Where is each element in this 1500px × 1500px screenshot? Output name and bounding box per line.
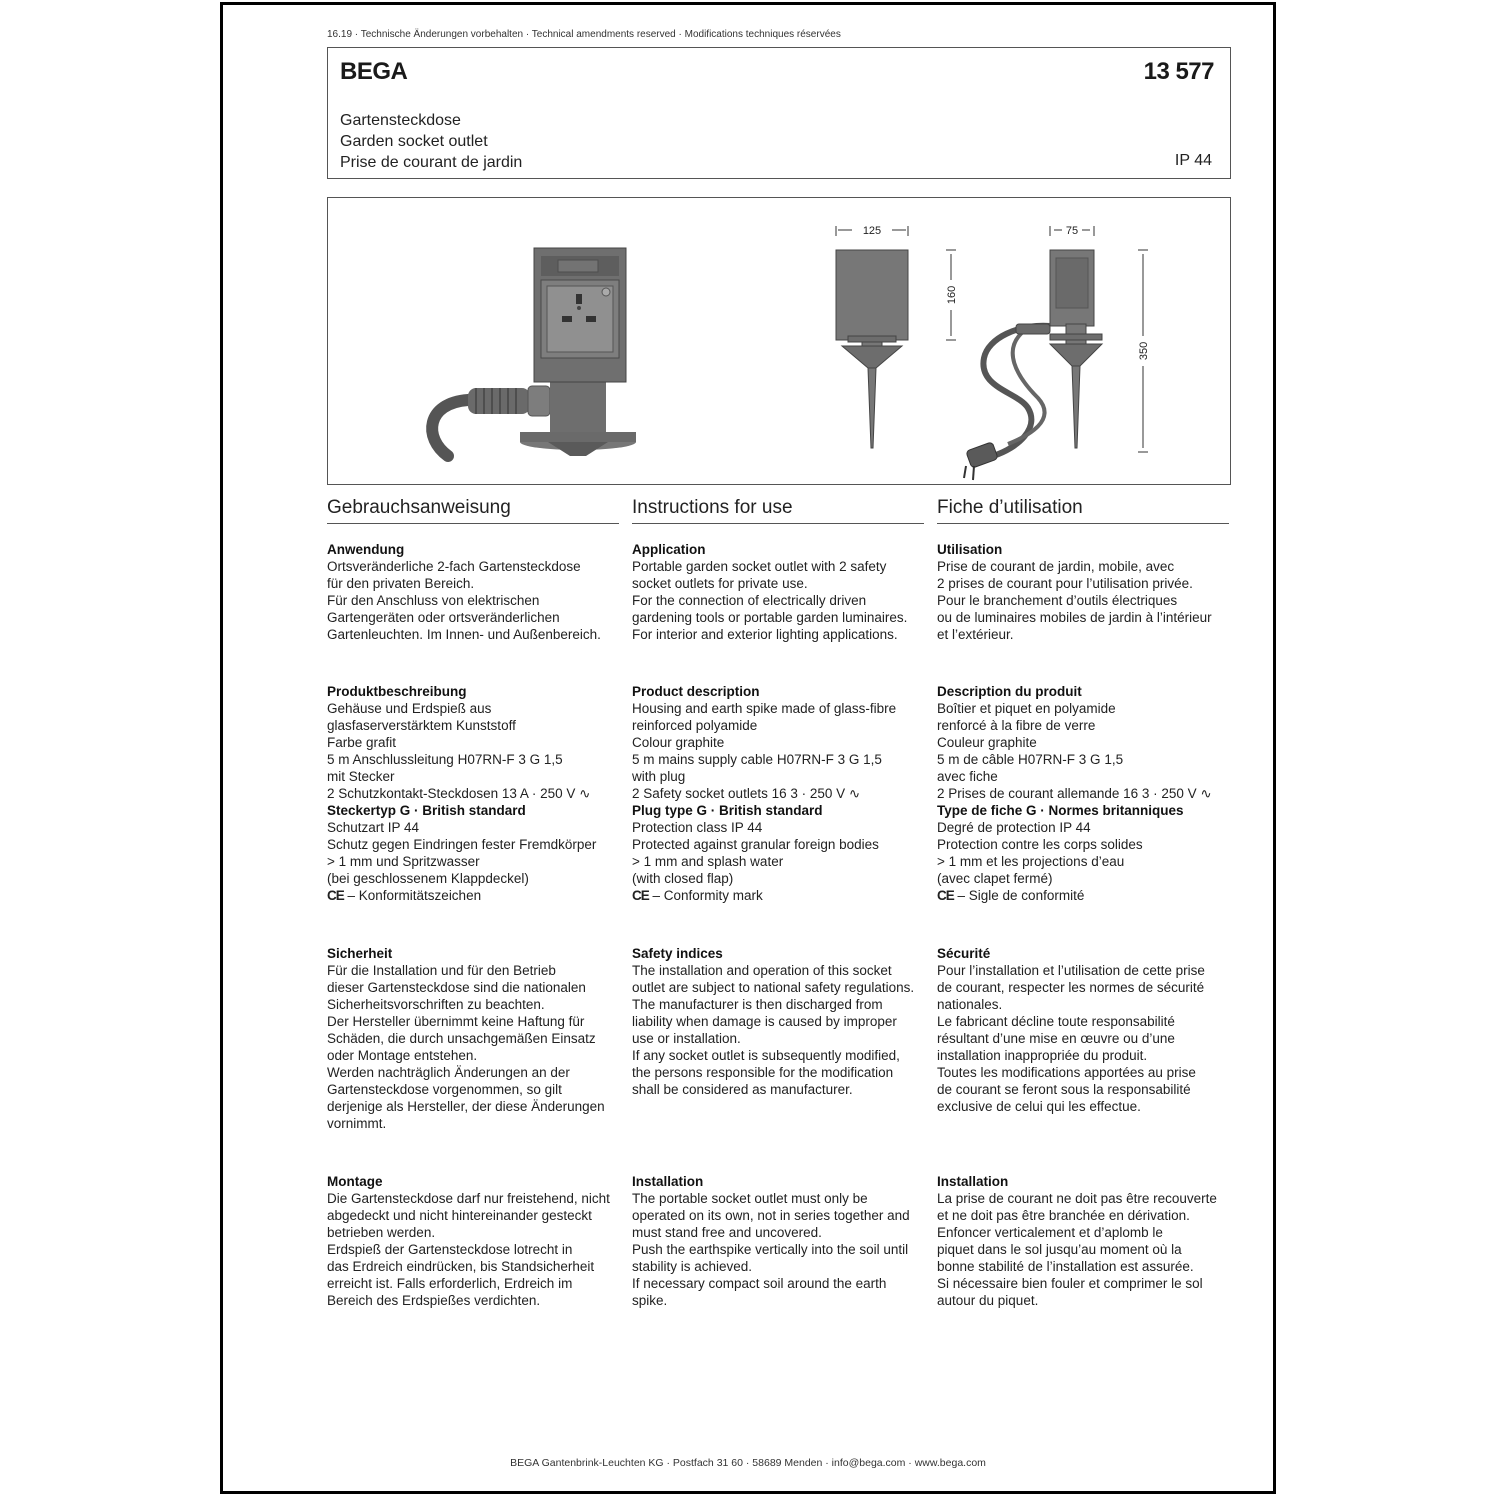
- section: [937, 1173, 1237, 1309]
- section-line: Protected against granular foreign bodies: [632, 837, 879, 852]
- section-line: operated on its own, not in series together and: [632, 1208, 910, 1223]
- section-line: Protection class IP 44: [632, 820, 763, 835]
- section-line: avec fiche: [937, 769, 998, 784]
- section-line: Schäden, die durch unsachgemäßen Einsatz: [327, 1031, 596, 1046]
- section-line: de courant, respecter les normes de sécurité: [937, 980, 1205, 995]
- section-line: dieser Gartensteckdose sind die nationalen: [327, 980, 586, 995]
- section-heading: Produktbeschreibung: [327, 684, 467, 699]
- section-line: Boîtier et piquet en polyamide: [937, 701, 1116, 716]
- figure-box: [327, 197, 1231, 485]
- section-line: (with closed flap): [632, 871, 734, 886]
- section-line: Erdspieß der Gartensteckdose lotrecht in: [327, 1242, 573, 1257]
- section-line: > 1 mm et les projections d’eau: [937, 854, 1125, 869]
- product-drawings: [328, 198, 1232, 486]
- section-line: Für den Anschluss von elektrischen: [327, 593, 540, 608]
- column-title: Gebrauchsanweisung: [327, 495, 619, 524]
- section-heading: Montage: [327, 1174, 383, 1189]
- section-line: 2 Schutzkontakt-Steckdosen 13 A · 250 V ∿: [327, 786, 591, 801]
- dim-label-height-total: 350: [1138, 341, 1150, 361]
- plug-type-line: Steckertyp G · British standard: [327, 803, 526, 818]
- section-line: bonne stabilité de l’installation est assurée.: [937, 1259, 1194, 1274]
- section-line: Gartensteckdose vorgenommen, so gilt: [327, 1082, 562, 1097]
- section-line: Couleur graphite: [937, 735, 1037, 750]
- conformity-line: [327, 887, 627, 904]
- conformity-text: – Conformity mark: [648, 888, 763, 903]
- section-line: Ortsveränderliche 2-fach Gartensteckdose: [327, 559, 581, 574]
- section-heading: Product description: [632, 684, 760, 699]
- section: [327, 945, 627, 1132]
- column-title: Fiche d’utilisation: [937, 495, 1229, 524]
- section-line: 2 Prises de courant allemande 16 3 · 250 V ∿: [937, 786, 1212, 801]
- section-line: Der Hersteller übernimmt keine Haftung für: [327, 1014, 585, 1029]
- section-line: piquet dans le sol jusqu’au moment où la: [937, 1242, 1182, 1257]
- ce-mark-icon: CE: [937, 888, 954, 903]
- dim-label-width-front: 125: [862, 225, 882, 237]
- front-view-drawing: [836, 226, 956, 448]
- section: [632, 945, 932, 1098]
- section-line: Protection contre les corps solides: [937, 837, 1143, 852]
- section-line: socket outlets for private use.: [632, 576, 808, 591]
- section-line: vornimmt.: [327, 1116, 387, 1131]
- section-line: If any socket outlet is subsequently modified,: [632, 1048, 900, 1063]
- section-line: use or installation.: [632, 1031, 741, 1046]
- section-line: für den privaten Bereich.: [327, 576, 475, 591]
- section-line: 2 Safety socket outlets 16 3 · 250 V ∿: [632, 786, 861, 801]
- section-line: must stand free and uncovered.: [632, 1225, 822, 1240]
- product-name-en: Garden socket outlet: [340, 133, 488, 150]
- section: [327, 1173, 627, 1309]
- section: [632, 683, 932, 904]
- section-line: abgedeckt und nicht hintereinander gesteckt: [327, 1208, 592, 1223]
- footer: BEGA Gantenbrink-Leuchten KG · Postfach 31 60 · 58689 Menden · info@bega.com · www.bega.com: [510, 1457, 986, 1469]
- column-german: [327, 495, 619, 1308]
- section-line: 2 prises de courant pour l’utilisation privée.: [937, 576, 1193, 591]
- section-line: Gartengeräten oder ortsveränderlichen: [327, 610, 560, 625]
- section-line: Werden nachträglich Änderungen an der: [327, 1065, 570, 1080]
- section-line: stability is achieved.: [632, 1259, 753, 1274]
- conformity-line: [632, 887, 932, 904]
- product-name-de: Gartensteckdose: [340, 112, 461, 129]
- section-line: Farbe grafit: [327, 735, 397, 750]
- section-line: betrieben werden.: [327, 1225, 436, 1240]
- section-line: with plug: [632, 769, 686, 784]
- section-line: renforcé à la fibre de verre: [937, 718, 1096, 733]
- section-line: (avec clapet fermé): [937, 871, 1053, 886]
- section-heading: Application: [632, 542, 706, 557]
- section-line: Pour l’installation et l’utilisation de cette prise: [937, 963, 1205, 978]
- top-note: 16.19 · Technische Änderungen vorbehalten · Technical amendments reserved · Modifications techniques réservées: [327, 29, 841, 40]
- section-line: Schutz gegen Eindringen fester Fremdkörper: [327, 837, 597, 852]
- section-line: installation inappropriée du produit.: [937, 1048, 1148, 1063]
- section-heading: Installation: [937, 1174, 1009, 1189]
- section-line: Si nécessaire bien fouler et comprimer le sol: [937, 1276, 1203, 1291]
- section: [632, 1173, 932, 1309]
- section-line: La prise de courant ne doit pas être recouverte: [937, 1191, 1217, 1206]
- product-names: [340, 110, 522, 173]
- brand-logo: BEGA: [340, 58, 408, 85]
- section: [327, 541, 627, 643]
- section-heading: Safety indices: [632, 946, 723, 961]
- section-line: Bereich des Erdspießes verdichten.: [327, 1293, 541, 1308]
- section-line: liability when damage is caused by improper: [632, 1014, 897, 1029]
- section-heading: Installation: [632, 1174, 704, 1189]
- section-line: de courant se feront sous la responsabilité: [937, 1082, 1191, 1097]
- section-line: derjenige als Hersteller, der diese Änderungen: [327, 1099, 605, 1114]
- section-heading: Sicherheit: [327, 946, 393, 961]
- product-name-fr: Prise de courant de jardin: [340, 154, 523, 171]
- section: [937, 683, 1237, 904]
- column-english: [632, 495, 924, 1308]
- plug-type-line: Type de fiche G · Normes britanniques: [937, 803, 1184, 818]
- product-photo: [432, 248, 636, 456]
- section-line: the persons responsible for the modification: [632, 1065, 894, 1080]
- section-line: If necessary compact soil around the earth: [632, 1276, 887, 1291]
- plug-type-line: Plug type G · British standard: [632, 803, 823, 818]
- section-line: (bei geschlossenem Klappdeckel): [327, 871, 529, 886]
- conformity-line: [937, 887, 1237, 904]
- section-line: outlet are subject to national safety regulations.: [632, 980, 915, 995]
- ce-mark-icon: CE: [327, 888, 344, 903]
- section-line: 5 m Anschlussleitung H07RN-F 3 G 1,5: [327, 752, 563, 767]
- section-line: Die Gartensteckdose darf nur freistehend, nicht: [327, 1191, 610, 1206]
- section-line: Für die Installation und für den Betrieb: [327, 963, 556, 978]
- section-line: Sicherheitsvorschriften zu beachten.: [327, 997, 545, 1012]
- section-heading: Sécurité: [937, 946, 991, 961]
- section: [327, 683, 627, 904]
- section-line: Enfoncer verticalement et d’aplomb le: [937, 1225, 1163, 1240]
- ce-mark-icon: CE: [632, 888, 649, 903]
- section-line: Colour graphite: [632, 735, 725, 750]
- article-number: 13 577: [1143, 58, 1214, 85]
- section-line: > 1 mm und Spritzwasser: [327, 854, 480, 869]
- dim-label-width-side: 75: [1065, 225, 1079, 237]
- header-box: [327, 47, 1231, 179]
- section-line: For interior and exterior lighting applications.: [632, 627, 898, 642]
- section-line: das Erdreich eindrücken, bis Standsicherheit: [327, 1259, 595, 1274]
- section-line: et ne doit pas être branchée en dérivation.: [937, 1208, 1190, 1223]
- protection-rating: IP 44: [1174, 152, 1212, 169]
- section-line: gardening tools or portable garden luminaires.: [632, 610, 908, 625]
- section-line: exclusive de celui qui les effectue.: [937, 1099, 1141, 1114]
- section-line: Push the earthspike vertically into the soil until: [632, 1242, 909, 1257]
- conformity-text: – Sigle de conformité: [953, 888, 1085, 903]
- section-line: 5 m mains supply cable H07RN-F 3 G 1,5: [632, 752, 882, 767]
- side-view-drawing: [964, 226, 1148, 480]
- section-line: The installation and operation of this socket: [632, 963, 892, 978]
- column-french: [937, 495, 1229, 1308]
- section-line: erreicht ist. Falls erforderlich, Erdreich im: [327, 1276, 573, 1291]
- section-line: Portable garden socket outlet with 2 safety: [632, 559, 887, 574]
- section-line: Gehäuse und Erdspieß aus: [327, 701, 492, 716]
- section-heading: Utilisation: [937, 542, 1003, 557]
- section-line: mit Stecker: [327, 769, 395, 784]
- section-line: Pour le branchement d’outils électriques: [937, 593, 1178, 608]
- section-line: 5 m de câble H07RN-F 3 G 1,5: [937, 752, 1124, 767]
- column-title: Instructions for use: [632, 495, 924, 524]
- section-line: ou de luminaires mobiles de jardin à l’intérieur: [937, 610, 1212, 625]
- section-line: For the connection of electrically driven: [632, 593, 867, 608]
- section-line: Prise de courant de jardin, mobile, avec: [937, 559, 1175, 574]
- section-line: spike.: [632, 1293, 668, 1308]
- section-line: glasfaserverstärktem Kunststoff: [327, 718, 516, 733]
- section-line: Degré de protection IP 44: [937, 820, 1091, 835]
- section-line: oder Montage entstehen.: [327, 1048, 478, 1063]
- section-line: Toutes les modifications apportées au prise: [937, 1065, 1196, 1080]
- section-heading: Anwendung: [327, 542, 405, 557]
- section-line: et l’extérieur.: [937, 627, 1014, 642]
- section-line: nationales.: [937, 997, 1003, 1012]
- section: [632, 541, 932, 643]
- section: [937, 945, 1237, 1115]
- section-line: shall be considered as manufacturer.: [632, 1082, 853, 1097]
- section-line: autour du piquet.: [937, 1293, 1039, 1308]
- section-line: Schutzart IP 44: [327, 820, 420, 835]
- section-line: The portable socket outlet must only be: [632, 1191, 868, 1206]
- section: [937, 541, 1237, 643]
- dim-label-height-box: 160: [946, 285, 958, 305]
- section-line: Le fabricant décline toute responsabilité: [937, 1014, 1175, 1029]
- data-sheet: [220, 2, 1276, 1494]
- section-line: reinforced polyamide: [632, 718, 758, 733]
- conformity-text: – Konformitätszeichen: [343, 888, 482, 903]
- section-line: Housing and earth spike made of glass-fibre: [632, 701, 897, 716]
- section-line: The manufacturer is then discharged from: [632, 997, 883, 1012]
- section-line: résultant d’une mise en œuvre ou d’une: [937, 1031, 1175, 1046]
- section-heading: Description du produit: [937, 684, 1082, 699]
- section-line: > 1 mm and splash water: [632, 854, 784, 869]
- section-line: Gartenleuchten. Im Innen- und Außenbereich.: [327, 627, 601, 642]
